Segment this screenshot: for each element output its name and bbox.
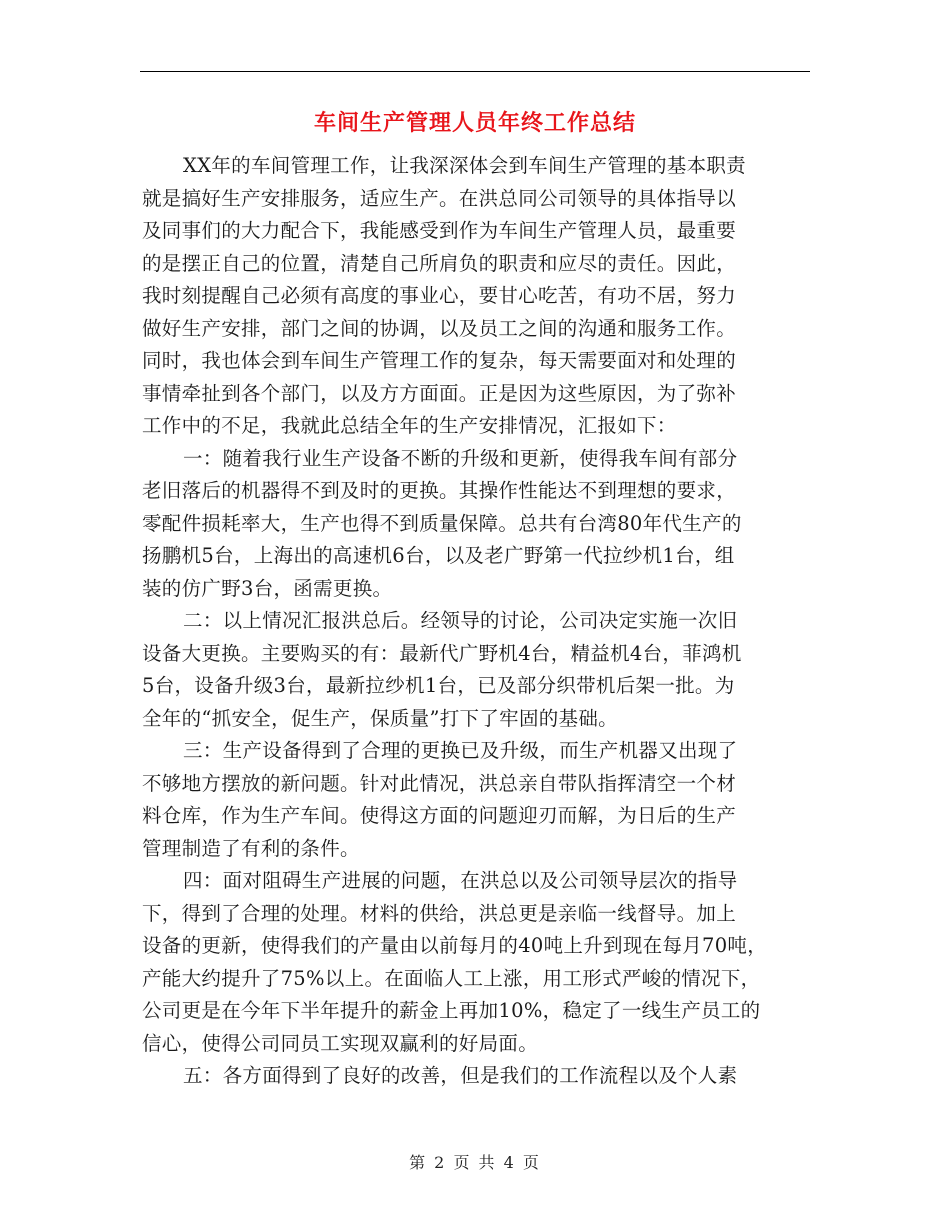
- paragraph-line: XX年的车间管理工作，让我深深体会到车间生产管理的基本职责: [183, 154, 746, 177]
- header-rule: [140, 71, 810, 72]
- paragraph-line: 同时，我也体会到车间生产管理工作的复杂，每天需要面对和处理的: [142, 349, 737, 372]
- paragraph-line: 不够地方摆放的新问题。针对此情况，洪总亲自带队指挥清空一个材: [142, 771, 737, 795]
- paragraph: [142, 443, 812, 606]
- document-body: [142, 150, 812, 1093]
- page-footer: 第 2 页 共 4 页: [409, 1153, 541, 1172]
- paragraph-line: 产能大约提升了75%以上。在面临人工上涨，用工形式严峻的情况下，: [142, 966, 761, 990]
- paragraph-line: 事情牵扯到各个部门，以及方方面面。正是因为这些原因，为了弥补: [142, 381, 737, 405]
- paragraph-line: 五：各方面得到了良好的改善，但是我们的工作流程以及个人素: [183, 1064, 738, 1087]
- paragraph-line: 三：生产设备得到了合理的更换已及升级，而生产机器又出现了: [183, 739, 738, 762]
- paragraph: [142, 150, 812, 443]
- paragraph-line: 及同事们的大力配合下，我能感受到作为车间生产管理人员，最重要: [142, 219, 737, 242]
- paragraph-line: 做好生产安排，部门之间的协调，以及员工之间的沟通和服务工作。: [142, 316, 737, 340]
- paragraph-line: 管理制造了有利的条件。: [142, 836, 360, 860]
- paragraph-line: 设备的更新，使得我们的产量由以前每月的40吨上升到现在每月70吨，: [142, 934, 768, 957]
- paragraph-line: 设备大更换。主要购买的有：最新代广野机4台，精益机4台，菲鸿机: [142, 641, 742, 665]
- paragraph-line: 装的仿广野3台，函需更换。: [142, 576, 393, 600]
- paragraph-line: 老旧落后的机器得不到及时的更换。其操作性能达不到理想的要求，: [142, 479, 737, 502]
- paragraph-line: 下，得到了合理的处理。材料的供给，洪总更是亲临一线督导。加上: [142, 901, 737, 925]
- paragraph: [142, 735, 812, 865]
- paragraph-line: 四：面对阻碍生产进展的问题，在洪总以及公司领导层次的指导: [183, 869, 738, 892]
- paragraph-line: 就是搞好生产安排服务，适应生产。在洪总同公司领导的具体指导以: [142, 186, 737, 210]
- paragraph-line: 全年的“抓安全，促生产，保质量”打下了牢固的基础。: [142, 706, 618, 730]
- paragraph-line: 一：随着我行业生产设备不断的升级和更新，使得我车间有部分: [183, 446, 738, 470]
- paragraph-line: 二：以上情况汇报洪总后。经领导的讨论，公司决定实施一次旧: [183, 609, 738, 632]
- paragraph-line: 公司更是在今年下半年提升的薪金上再加10%，稳定了一线生产员工的: [142, 999, 761, 1022]
- paragraph-line: 5台，设备升级3台，最新拉纱机1台，已及部分织带机后架一批。为: [142, 674, 735, 697]
- paragraph: [142, 605, 812, 735]
- paragraph-line: 我时刻提醒自己必须有高度的事业心，要甘心吃苦，有功不居，努力: [142, 284, 737, 307]
- paragraph: [142, 865, 812, 1060]
- paragraph-line: 扬鹏机5台，上海出的高速机6台，以及老广野第一代拉纱机1台，组: [142, 544, 735, 567]
- document-title: 车间生产管理人员年终工作总结: [313, 111, 636, 136]
- paragraph-line: 零配件损耗率大，生产也得不到质量保障。总共有台湾80年代生产的: [142, 511, 742, 535]
- paragraph-line: 料仓库，作为生产车间。使得这方面的问题迎刃而解，为日后的生产: [142, 804, 737, 827]
- paragraph-line: 的是摆正自己的位置，清楚自己所肩负的职责和应尽的责任。因此，: [142, 251, 737, 275]
- paragraph-line: 工作中的不足，我就此总结全年的生产安排情况，汇报如下：: [142, 414, 677, 437]
- paragraph: [142, 1060, 812, 1093]
- paragraph-line: 信心，使得公司同员工实现双赢利的好局面。: [142, 1031, 539, 1055]
